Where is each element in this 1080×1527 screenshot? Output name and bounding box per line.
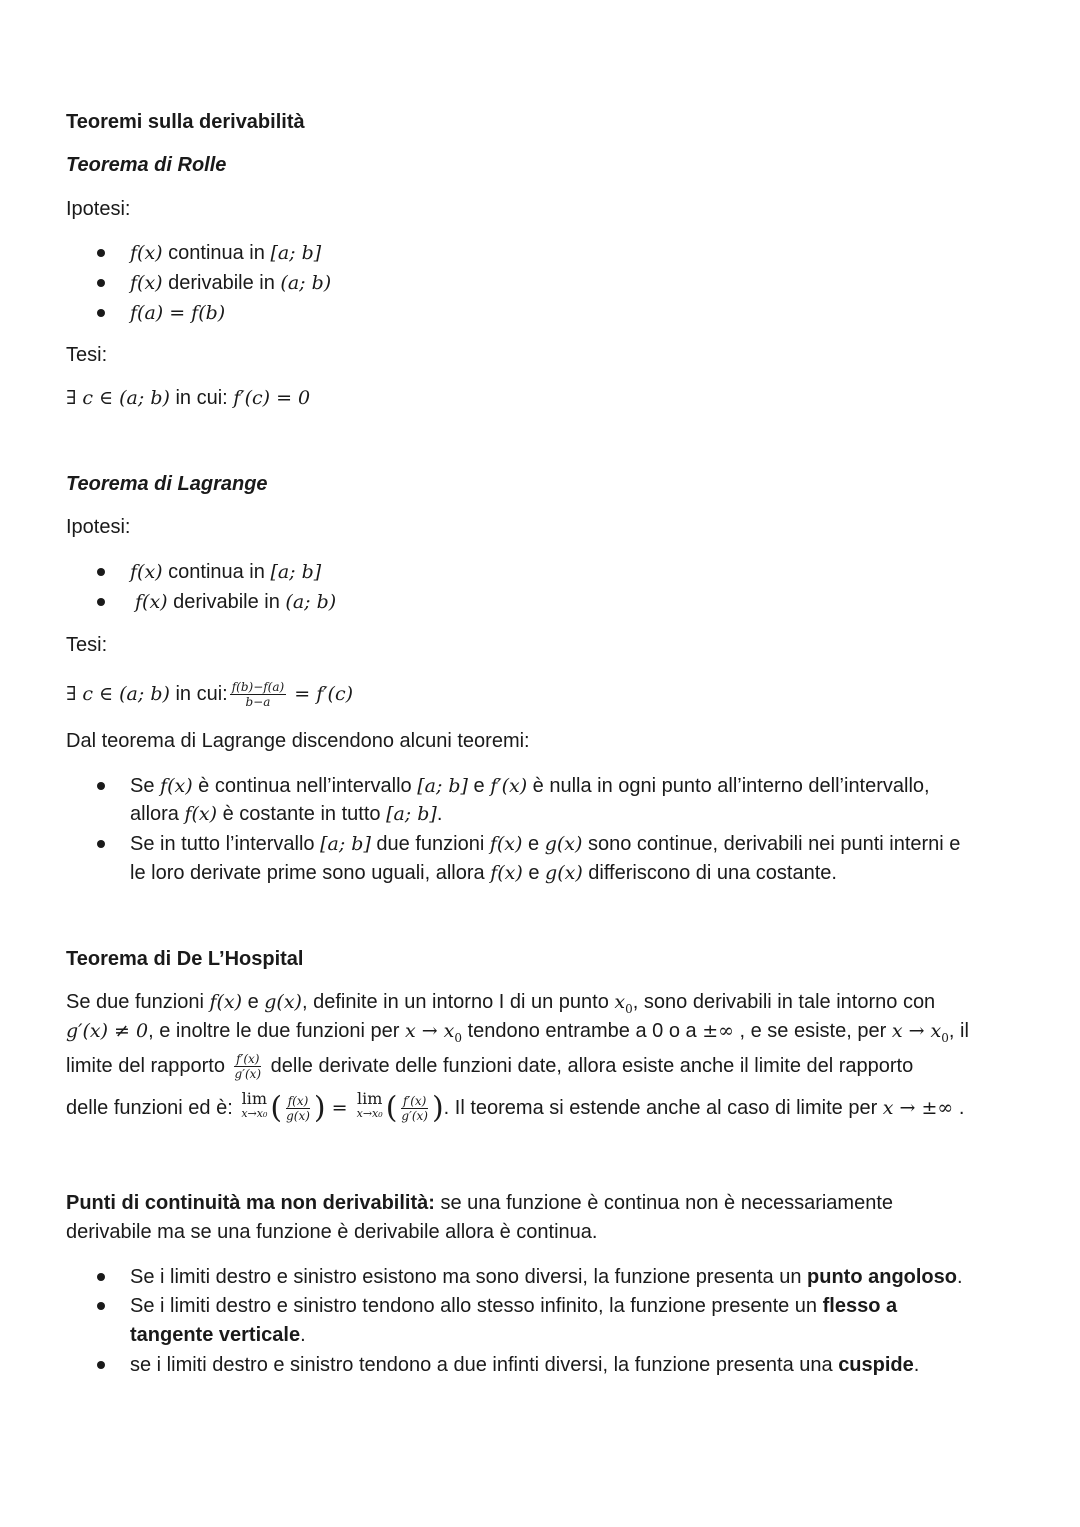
bullet-icon: [97, 249, 105, 257]
math: f(x): [209, 991, 243, 1013]
text: continua in: [162, 242, 271, 264]
lagrange-hypothesis-2: [135, 590, 336, 614]
text: e: [467, 775, 491, 797]
text: .: [913, 1354, 920, 1376]
text: , definite in un intorno I di un punto: [301, 991, 615, 1013]
paren-open: (: [270, 1090, 283, 1126]
term-punto-angoloso: punto angoloso: [807, 1266, 957, 1288]
lagrange-heading: Teorema di Lagrange: [66, 473, 268, 495]
math: ∃ c ∈ (a; b): [66, 387, 170, 409]
math: x → ±∞: [882, 1097, 954, 1119]
bullet-icon: [97, 782, 105, 790]
denominator: g′(x): [234, 1067, 262, 1082]
lagrange-hypothesis-1: [130, 560, 321, 584]
bullet-icon: [97, 309, 105, 317]
non-diff-item-2-cont: [130, 1323, 306, 1347]
math: f′(x): [490, 775, 528, 797]
lim: lim: [356, 1089, 383, 1108]
math: [a; b]: [386, 803, 437, 825]
math: [a; b]: [320, 833, 371, 855]
text: e: [242, 991, 265, 1013]
math: f(x): [489, 833, 523, 855]
text: limite del rapporto: [66, 1055, 231, 1077]
math: ±∞: [702, 1020, 734, 1042]
text: , il: [948, 1020, 969, 1042]
bullet-icon: [97, 1302, 105, 1310]
text: , sono derivabili in tale intorno con: [632, 991, 936, 1013]
numerator: f(x): [287, 1094, 309, 1109]
term-tangente-verticale: tangente verticale: [130, 1324, 301, 1346]
lagrange-thesis: [66, 676, 353, 712]
text: è nulla in ogni punto all’interno dell’intervallo,: [527, 775, 930, 797]
numerator: f(b)−f(a): [231, 680, 285, 695]
derivative-ratio-fraction: [399, 1094, 430, 1123]
rolle-hypothesis-1: [130, 241, 321, 265]
non-diff-item-1: [130, 1265, 963, 1289]
non-diff-line-2: derivabile ma se una funzione è derivabile allora è continua.: [66, 1221, 598, 1243]
text: e: [522, 862, 546, 884]
numerator: f′(x): [236, 1052, 260, 1067]
math: ∃ c ∈ (a; b): [66, 683, 170, 705]
lagrange-hypothesis-label: Ipotesi:: [66, 516, 131, 538]
rolle-thesis-label: Tesi:: [66, 344, 108, 366]
paren-close: ): [313, 1090, 326, 1126]
math: f(x): [130, 272, 163, 294]
paren-close: ): [431, 1090, 444, 1126]
math: g(x): [544, 833, 583, 855]
math: x → x: [404, 1020, 455, 1042]
lagrange-thesis-label: Tesi:: [66, 634, 108, 656]
subscript: 0: [625, 1002, 633, 1016]
bullet-icon: [97, 598, 105, 606]
math: f(a) = f(b): [130, 302, 226, 324]
math: f(x): [184, 803, 218, 825]
term-cuspide: cuspide: [838, 1354, 914, 1376]
rolle-heading: Teorema di Rolle: [66, 154, 227, 176]
numerator: f′(x): [403, 1094, 427, 1109]
rolle-hypothesis-2: [130, 271, 331, 295]
text: , e se esiste, per: [733, 1020, 892, 1042]
text: differiscono di una costante.: [582, 862, 837, 884]
bullet-icon: [97, 1361, 105, 1369]
math: [a; b]: [270, 242, 322, 264]
math: [a; b]: [417, 775, 468, 797]
derivative-ratio-fraction: [233, 1052, 264, 1081]
text: , e inoltre le due funzioni per: [148, 1020, 405, 1042]
denominator: b−a: [245, 695, 271, 710]
text: delle derivate delle funzioni date, allora esiste anche il limite del rapporto: [265, 1055, 914, 1077]
text: derivabile in: [167, 591, 286, 613]
non-diff-line-1: [66, 1191, 893, 1215]
math: f(x): [490, 862, 523, 884]
text: in cui:: [169, 683, 228, 705]
math: [a; b]: [270, 561, 322, 583]
math: g(x): [545, 862, 583, 884]
lim: lim: [241, 1089, 268, 1108]
text: .: [953, 1097, 965, 1119]
text: Se: [130, 775, 161, 797]
hospital-line-3: [66, 1048, 913, 1084]
non-diff-item-3: [130, 1353, 919, 1377]
text: sono continue, derivabili nei punti interni e: [582, 833, 961, 855]
text: .: [300, 1324, 306, 1346]
math: (a; b): [285, 591, 337, 613]
rolle-thesis: [66, 386, 310, 410]
corollary-1-line-1: [130, 774, 930, 798]
text: delle funzioni ed è:: [66, 1097, 239, 1119]
lagrange-corollaries-intro: Dal teorema di Lagrange discendono alcuni teoremi:: [66, 730, 530, 752]
subscript: 0: [941, 1031, 949, 1045]
math: f(x): [160, 775, 193, 797]
lim-subscript: x→x₀: [241, 1107, 268, 1120]
math: g′(x) ≠ 0: [66, 1020, 149, 1042]
text: Se due funzioni: [66, 991, 210, 1013]
text: allora: [130, 803, 185, 825]
text: .: [957, 1266, 963, 1288]
text: .: [436, 803, 443, 825]
term-flesso: flesso a: [822, 1295, 898, 1317]
math: x: [614, 991, 626, 1013]
text: le loro derivate prime sono uguali, allora: [130, 862, 491, 884]
limit-operator: [241, 1090, 267, 1120]
text: Se in tutto l’intervallo: [130, 833, 321, 855]
text: derivabile in: [162, 272, 281, 294]
text: se una funzione è continua non è necessariamente: [434, 1192, 894, 1214]
rolle-hypothesis-label: Ipotesi:: [66, 198, 131, 220]
equals: =: [325, 1097, 354, 1119]
corollary-1-line-2: [130, 802, 442, 826]
bullet-icon: [97, 840, 105, 848]
text: e: [522, 833, 545, 855]
math: (a; b): [280, 272, 332, 294]
math: g(x): [264, 991, 302, 1013]
non-diff-item-2: [130, 1294, 897, 1318]
denominator: g′(x): [401, 1109, 428, 1124]
text: è costante in tutto: [217, 803, 387, 825]
math: f(x): [130, 561, 163, 583]
text: se i limiti destro e sinistro tendono a due infinti diversi, la funzione presenta una: [130, 1354, 839, 1376]
bullet-icon: [97, 568, 105, 576]
text: Se i limiti destro e sinistro esistono ma sono diversi, la funzione presenta un: [130, 1266, 808, 1288]
hospital-line-4: [66, 1090, 964, 1127]
text: due funzioni: [370, 833, 490, 855]
hospital-line-1: [66, 990, 935, 1021]
text: è continua nell’intervallo: [192, 775, 418, 797]
mean-value-fraction: [230, 680, 287, 709]
paren-open: (: [385, 1090, 398, 1126]
limit-operator: [357, 1090, 383, 1120]
text: continua in: [162, 561, 271, 583]
corollary-2-line-1: [130, 832, 960, 856]
text: tendono entrambe a 0 o a: [462, 1020, 703, 1042]
text: Se i limiti destro e sinistro tendono allo stesso infinito, la funzione presente un: [130, 1295, 823, 1317]
text: . Il teorema si estende anche al caso di limite per: [443, 1097, 883, 1119]
math: = f′(c): [288, 683, 354, 705]
rolle-hypothesis-3: [130, 301, 225, 325]
text: in cui:: [169, 387, 234, 409]
corollary-2-line-2: [130, 861, 837, 885]
math: f′(c) = 0: [233, 387, 311, 409]
lim-subscript: x→x₀: [356, 1107, 383, 1120]
denominator: g(x): [286, 1109, 310, 1124]
math: f(x): [135, 591, 168, 613]
function-ratio-fraction: [284, 1094, 312, 1123]
hospital-line-2: [66, 1019, 969, 1050]
non-diff-heading: Punti di continuità ma non derivabilità:: [66, 1192, 435, 1214]
subscript: 0: [454, 1031, 463, 1045]
bullet-icon: [97, 279, 105, 287]
page-title: Teoremi sulla derivabilità: [66, 111, 305, 133]
math: x → x: [891, 1020, 942, 1042]
math: f(x): [130, 242, 163, 264]
hospital-heading: Teorema di De L’Hospital: [66, 948, 304, 970]
bullet-icon: [97, 1273, 105, 1281]
